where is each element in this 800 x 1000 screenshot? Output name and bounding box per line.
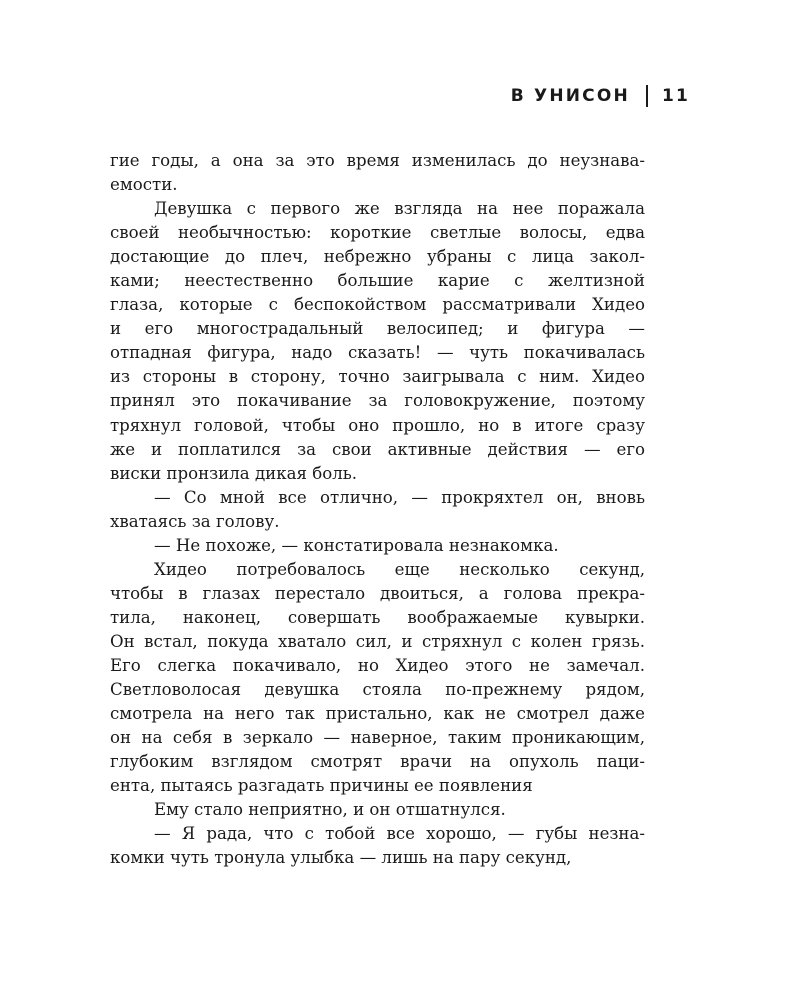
text-line: отпадная фигура, надо сказать! — чуть покачивалась	[110, 343, 645, 363]
body-text	[110, 149, 645, 870]
text-line: своей необычностью: короткие светлые волосы, едва	[110, 223, 645, 243]
paragraph	[110, 558, 645, 798]
book-title: В УНИСОН	[510, 86, 630, 106]
page-number: 11	[661, 86, 690, 106]
text-line: — Со мной все отлично, — прокряхтел он, вновь	[154, 487, 645, 507]
text-line: и его многострадальный велосипед; и фигура —	[110, 319, 645, 339]
text-line: тила, наконец, совершать воображаемые кувырки.	[110, 607, 645, 627]
text-line: Светловолосая девушка стояла по-прежнему рядом,	[110, 680, 645, 700]
text-line: ками; неестественно большие карие с желтизной	[110, 271, 645, 291]
text-line: из стороны в сторону, точно заигрывала с ним. Хидео	[110, 367, 645, 387]
text-line: Девушка с первого же взгляда на нее поражала	[154, 199, 645, 219]
paragraph	[110, 822, 645, 870]
text-line: ента, пытаясь разгадать причины ее появления	[110, 776, 533, 796]
text-line: достающие до плеч, небрежно убраны с лица закол-	[110, 247, 645, 267]
text-line: принял это покачивание за головокружение, поэтому	[110, 391, 645, 411]
paragraph	[110, 197, 645, 486]
text-line: Он встал, покуда хватало сил, и стряхнул с колен грязь.	[110, 631, 645, 651]
text-line: — Не похоже, — констатировала незнакомка.	[154, 535, 559, 555]
text-line: смотрела на него так пристально, как не смотрел даже	[110, 704, 645, 724]
running-head	[511, 84, 690, 108]
text-line: он на себя в зеркало — наверное, таким проникающим,	[110, 728, 645, 748]
paragraph	[110, 798, 645, 822]
paragraph	[110, 149, 645, 197]
text-line: чтобы в глазах перестало двоиться, а голова прекра-	[110, 583, 645, 603]
text-line: хватаясь за голову.	[110, 511, 280, 531]
text-line: комки чуть тронула улыбка — лишь на пару секунд,	[110, 848, 572, 868]
text-line: — Я рада, что с тобой все хорошо, — губы незна-	[154, 824, 645, 844]
text-line: же и поплатился за свои активные действия — его	[110, 439, 645, 459]
text-line: виски пронзила дикая боль.	[110, 463, 358, 483]
text-line: глаза, которые с беспокойством рассматривали Хидео	[110, 295, 645, 315]
text-line: гие годы, а она за это время изменилась до неузнава-	[110, 151, 645, 170]
paragraph	[110, 534, 645, 558]
text-line: тряхнул головой, чтобы оно прошло, но в итоге сразу	[110, 415, 645, 435]
text-line: емости.	[110, 175, 178, 195]
text-line: Хидео потребовалось еще несколько секунд,	[154, 559, 645, 579]
text-line: Ему стало неприятно, и он отшатнулся.	[154, 800, 506, 820]
header-separator	[646, 85, 648, 107]
text-line: глубоким взглядом смотрят врачи на опухоль паци-	[110, 752, 645, 772]
paragraph	[110, 486, 645, 534]
text-line: Его слегка покачивало, но Хидео этого не замечал.	[110, 655, 645, 675]
